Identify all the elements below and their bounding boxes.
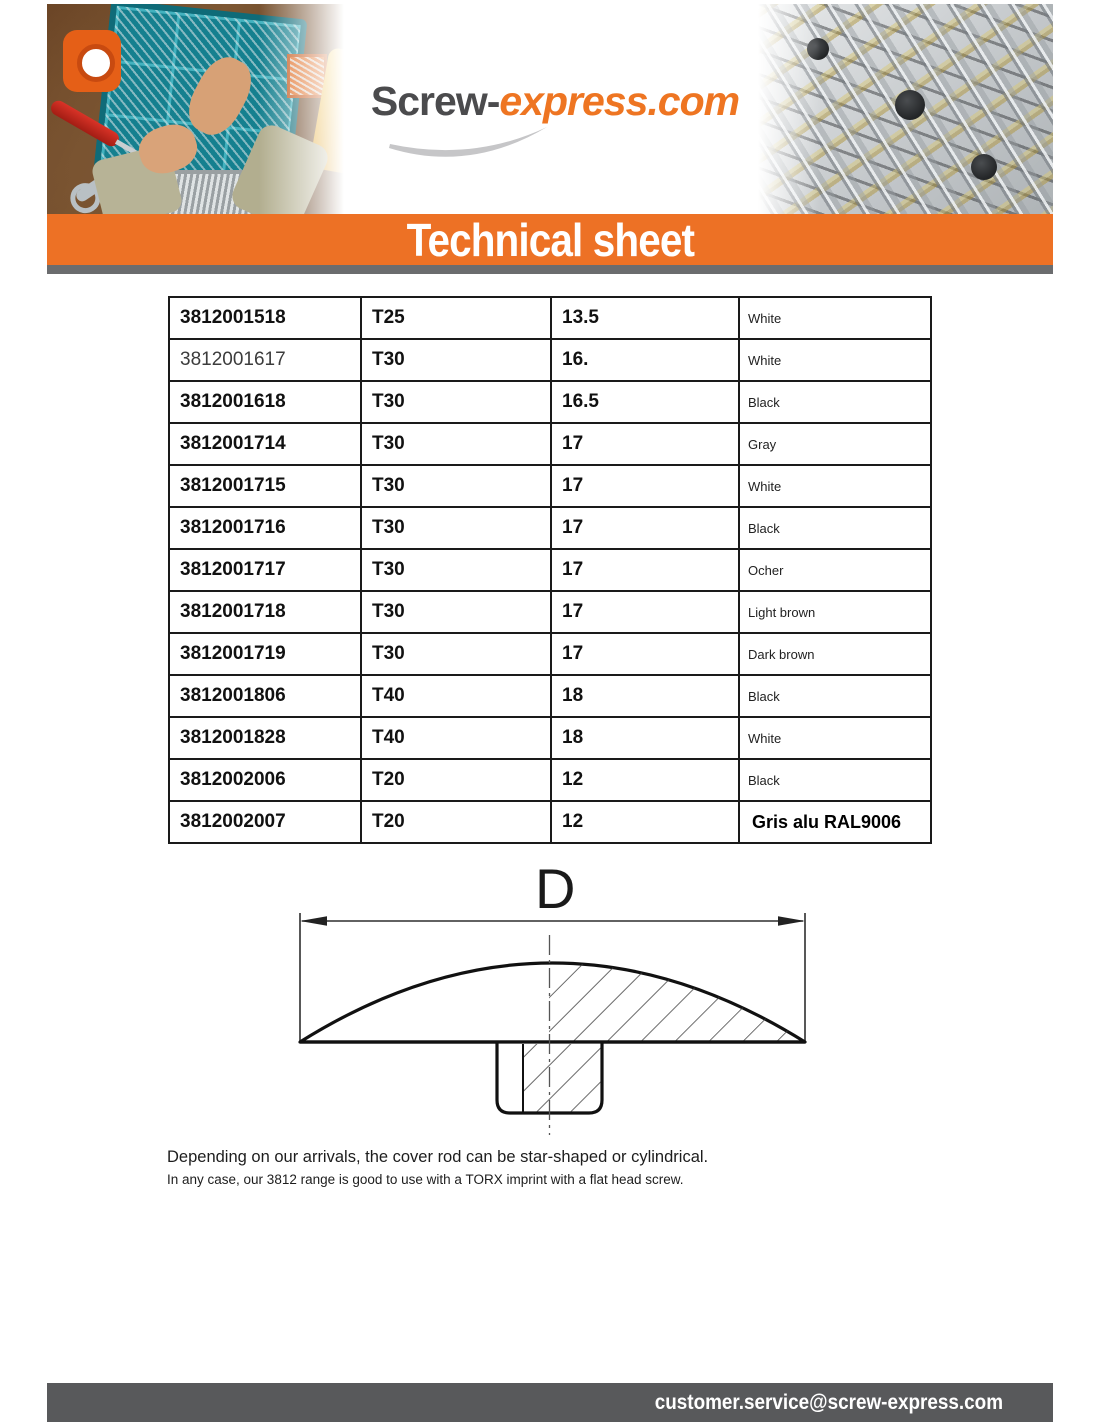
table-row: [169, 507, 931, 549]
color-cell: Dark brown: [739, 633, 931, 675]
color-cell: Black: [739, 381, 931, 423]
workbench-photo: [47, 4, 350, 215]
table-row: [169, 591, 931, 633]
torx-cell: T30: [361, 591, 551, 633]
table-row: [169, 633, 931, 675]
arrow-left-icon: [300, 916, 327, 926]
ref-cell: 3812001617: [169, 339, 361, 381]
color-cell: White: [739, 465, 931, 507]
diameter-cell: 17: [551, 507, 739, 549]
torx-cell: T30: [361, 339, 551, 381]
table-row: [169, 423, 931, 465]
torx-cell: T25: [361, 297, 551, 339]
diameter-cell: 17: [551, 591, 739, 633]
color-cell: White: [739, 717, 931, 759]
torx-cell: T40: [361, 717, 551, 759]
dimension-label: D: [535, 857, 576, 920]
spec-table: [168, 296, 932, 844]
table-row: [169, 381, 931, 423]
table-row: [169, 339, 931, 381]
diameter-cell: 12: [551, 801, 739, 843]
photo-fade: [47, 4, 350, 215]
arrow-right-icon: [778, 916, 805, 926]
color-cell: Black: [739, 759, 931, 801]
ref-cell: 3812001719: [169, 633, 361, 675]
table-row: [169, 297, 931, 339]
table-row: [169, 465, 931, 507]
note-line-2: In any case, our 3812 range is good to use with a TORX imprint with a flat head screw.: [167, 1172, 684, 1187]
technical-sheet-banner: [47, 214, 1053, 265]
dome-hatching: [549, 963, 805, 1041]
diameter-cell: 18: [551, 675, 739, 717]
diameter-cell: 17: [551, 633, 739, 675]
rod-hatching: [524, 1044, 601, 1112]
photo-fade: [755, 4, 1053, 215]
banner-underline: [47, 265, 1053, 274]
table-row: [169, 549, 931, 591]
table-row: [169, 717, 931, 759]
cap-cross-section-diagram: [250, 855, 850, 1145]
screws-pile-photo: [755, 4, 1053, 215]
ref-cell: 3812001518: [169, 297, 361, 339]
ref-cell: 3812001718: [169, 591, 361, 633]
contact-email: customer.service@screw-express.com: [654, 1390, 1003, 1414]
diameter-cell: 17: [551, 423, 739, 465]
ref-cell: 3812001828: [169, 717, 361, 759]
diameter-cell: 12: [551, 759, 739, 801]
torx-cell: T30: [361, 465, 551, 507]
ref-cell: 3812001715: [169, 465, 361, 507]
diameter-cell: 16.5: [551, 381, 739, 423]
torx-cell: T20: [361, 759, 551, 801]
logo-text-screw: Screw-: [370, 78, 500, 124]
table-row: [169, 801, 931, 843]
diameter-cell: 17: [551, 549, 739, 591]
logo-text-express: express.com: [499, 78, 740, 124]
diameter-cell: 17: [551, 465, 739, 507]
torx-cell: T30: [361, 633, 551, 675]
torx-cell: T30: [361, 423, 551, 465]
diameter-cell: 18: [551, 717, 739, 759]
diameter-cell: 13.5: [551, 297, 739, 339]
torx-cell: T30: [361, 549, 551, 591]
ref-cell: 3812002007: [169, 801, 361, 843]
color-cell: Gray: [739, 423, 931, 465]
table-row: [169, 759, 931, 801]
diameter-cell: 16.: [551, 339, 739, 381]
ref-cell: 3812001806: [169, 675, 361, 717]
logo-swoosh-icon: [385, 118, 560, 166]
color-cell: Black: [739, 507, 931, 549]
torx-cell: T40: [361, 675, 551, 717]
color-cell: White: [739, 339, 931, 381]
table-row: [169, 675, 931, 717]
ref-cell: 3812001716: [169, 507, 361, 549]
ref-cell: 3812001717: [169, 549, 361, 591]
torx-cell: T30: [361, 381, 551, 423]
ref-cell: 3812001618: [169, 381, 361, 423]
torx-cell: T30: [361, 507, 551, 549]
color-cell: Ocher: [739, 549, 931, 591]
note-line-1: Depending on our arrivals, the cover rod can be star-shaped or cylindrical.: [167, 1148, 709, 1166]
color-cell: White: [739, 297, 931, 339]
footer-bar: [47, 1383, 1053, 1422]
color-cell: Gris alu RAL9006: [739, 801, 931, 843]
torx-cell: T20: [361, 801, 551, 843]
ref-cell: 3812002006: [169, 759, 361, 801]
color-cell: Light brown: [739, 591, 931, 633]
color-cell: Black: [739, 675, 931, 717]
banner-title: Technical sheet: [406, 213, 694, 266]
ref-cell: 3812001714: [169, 423, 361, 465]
